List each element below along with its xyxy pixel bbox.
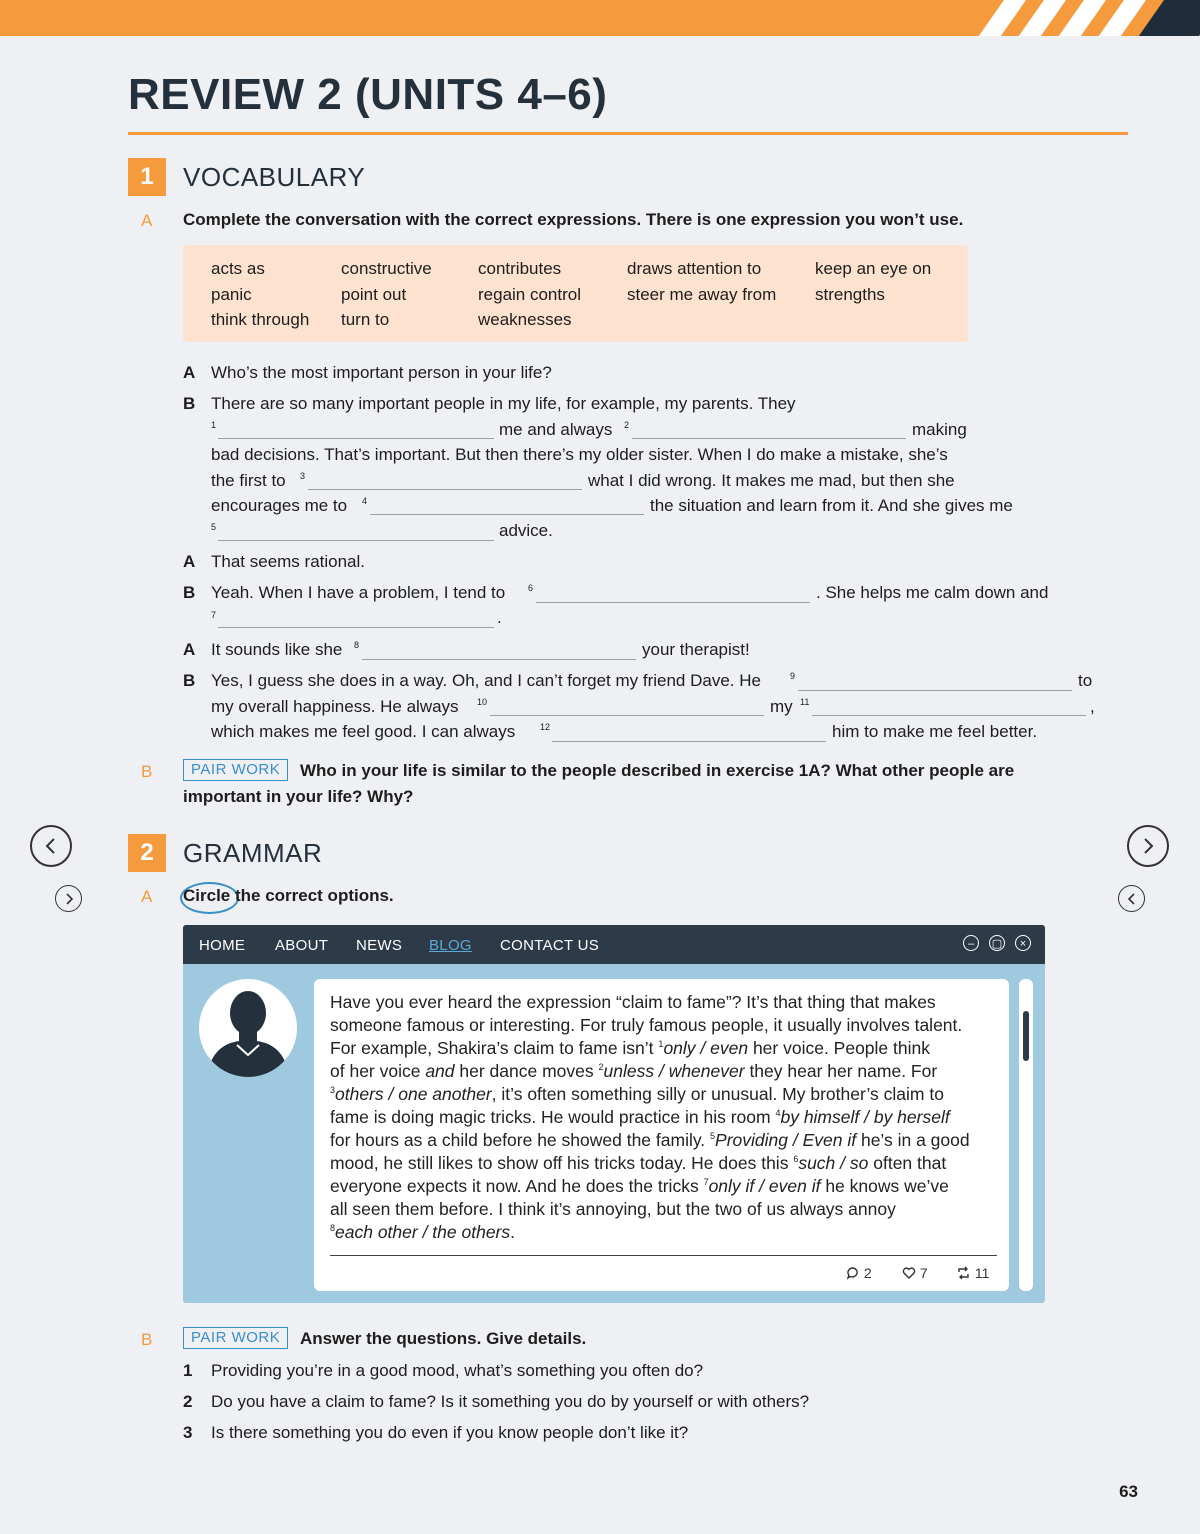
word: think through — [211, 310, 310, 329]
chevron-right-icon — [64, 893, 74, 905]
answer-blank[interactable] — [798, 690, 1072, 691]
conversation-line: the situation and learn from it. And she gives me — [650, 496, 1013, 515]
item-number: 1 — [658, 1039, 664, 1050]
item-number: 2 — [598, 1062, 604, 1073]
answer-blank[interactable] — [536, 602, 810, 603]
word: steer me away from — [627, 285, 777, 304]
conversation-line: my — [770, 697, 793, 716]
nav-home[interactable]: HOME — [199, 937, 246, 954]
conversation-line: Yeah. When I have a problem, I tend to — [211, 583, 506, 602]
blog-browser-window — [183, 925, 1045, 1303]
conversation-line: . — [497, 608, 502, 627]
post-line — [330, 1107, 950, 1128]
conversation-line: It sounds like she — [211, 640, 343, 659]
post-text: he knows we’ve — [820, 1176, 949, 1196]
question-text: Providing you’re in a good mood, what’s something you often do? — [211, 1361, 704, 1380]
conversation-line: to — [1078, 671, 1093, 690]
likes-stat[interactable] — [902, 1265, 928, 1281]
post-divider — [330, 1255, 997, 1256]
word: weaknesses — [478, 310, 572, 329]
blank-number: 7 — [211, 610, 217, 620]
question-text: Is there something you do even if you know people don’t like it? — [211, 1423, 689, 1442]
speaker-label: B — [183, 394, 196, 413]
post-line — [330, 1176, 949, 1197]
exercise-1b-letter: B — [141, 762, 153, 781]
blank-number: 9 — [790, 671, 796, 681]
chevron-left-icon — [44, 837, 58, 855]
option-pair[interactable]: only if / even if — [708, 1176, 821, 1196]
speaker-label: B — [183, 671, 196, 690]
minimize-icon[interactable]: – — [963, 935, 979, 951]
conversation-line: Yes, I guess she does in a way. Oh, and I can’t forget my friend Dave. He — [211, 671, 761, 690]
exercise-2b-letter: B — [141, 1330, 153, 1349]
comments-stat[interactable] — [846, 1265, 872, 1281]
answer-blank[interactable] — [632, 438, 906, 439]
conversation-line: That seems rational. — [211, 552, 366, 571]
close-icon[interactable]: × — [1015, 935, 1031, 951]
option-pair[interactable]: others / one another — [335, 1084, 492, 1104]
post-line — [330, 1061, 937, 1082]
blank-number: 3 — [300, 471, 306, 481]
word: turn to — [341, 310, 390, 329]
post-line: all seen them before. I think it’s annoying, but the two of us always annoy — [330, 1199, 896, 1219]
item-number: 3 — [330, 1085, 336, 1096]
question-number: 1 — [183, 1361, 193, 1380]
conversation-line: making — [912, 420, 967, 439]
title-rule — [128, 132, 1128, 135]
word: constructive — [341, 259, 432, 278]
exercise-2b-instruction: Answer the questions. Give details. — [300, 1329, 587, 1348]
blank-number: 4 — [362, 496, 368, 506]
word: strengths — [815, 285, 885, 304]
page-number: 63 — [1119, 1482, 1138, 1501]
nav-blog[interactable]: BLOG — [429, 937, 472, 954]
answer-blank[interactable] — [218, 627, 494, 628]
chevron-right-icon — [1141, 837, 1155, 855]
post-line — [330, 1153, 946, 1174]
post-text: . — [510, 1222, 516, 1242]
option-pair[interactable]: such / so — [798, 1153, 869, 1173]
shares-count: 11 — [974, 1265, 990, 1281]
comments-count: 2 — [863, 1265, 872, 1281]
answer-blank[interactable] — [218, 438, 494, 439]
exercise-2a-instruction — [183, 886, 394, 906]
post-text: often that — [868, 1153, 947, 1173]
post-text: they hear her name. For — [744, 1061, 938, 1081]
nav-about[interactable]: ABOUT — [275, 937, 329, 954]
item-number: 4 — [775, 1108, 781, 1119]
post-line — [330, 1038, 930, 1059]
post-text: her voice. People think — [748, 1038, 930, 1058]
post-text: For example, Shakira’s claim to fame isn’t — [330, 1038, 659, 1058]
post-line — [330, 1222, 515, 1243]
option-pair[interactable]: only / even — [663, 1038, 749, 1058]
post-line: Have you ever heard the expression “claim to fame”? It’s that thing that makes — [330, 992, 936, 1012]
emphasis-word: and — [425, 1061, 455, 1081]
exercise-1a-instruction: Complete the conversation with the correct expressions. There is one expression you won’t use. — [183, 210, 964, 229]
exercise-1b-instruction-cont: important in your life? Why? — [183, 787, 414, 806]
chevron-left-icon — [1127, 893, 1137, 905]
nav-news[interactable]: NEWS — [356, 937, 403, 954]
conversation-line: him to make me feel better. — [832, 722, 1038, 741]
blank-number: 2 — [624, 420, 630, 430]
option-pair[interactable]: Providing / Even if — [715, 1130, 857, 1150]
post-text: everyone expects it now. And he does the tricks — [330, 1176, 704, 1196]
likes-count: 7 — [919, 1265, 928, 1281]
exercise-1a-letter: A — [141, 211, 153, 230]
post-text: he’s in a good — [856, 1130, 970, 1150]
conversation-line: , — [1090, 697, 1095, 716]
avatar — [199, 979, 297, 1077]
next-page-small-button[interactable] — [55, 885, 82, 912]
answer-blank[interactable] — [370, 514, 644, 515]
question-number: 2 — [183, 1392, 193, 1411]
prev-page-small-button[interactable] — [1118, 885, 1145, 912]
next-page-button[interactable] — [1127, 825, 1169, 867]
word: draws attention to — [627, 259, 762, 278]
page-title: REVIEW 2 (UNITS 4–6) — [128, 70, 608, 119]
option-pair[interactable]: unless / whenever — [603, 1061, 745, 1081]
post-line: someone famous or interesting. For truly famous people, it usually involves talent. — [330, 1015, 963, 1035]
shares-stat[interactable] — [956, 1265, 989, 1281]
comment-icon — [846, 1266, 860, 1280]
nav-contact-us[interactable]: CONTACT US — [500, 937, 600, 954]
pair-work-badge: PAIR WORK — [183, 759, 288, 781]
question-text: Do you have a claim to fame? Is it something you do by yourself or with others? — [211, 1392, 810, 1411]
word: regain control — [478, 285, 582, 304]
blank-number: 6 — [528, 583, 534, 593]
post-line — [330, 1130, 970, 1151]
conversation-line: There are so many important people in my life, for example, my parents. They — [211, 394, 796, 413]
post-text: her dance moves — [454, 1061, 599, 1081]
user-silhouette-icon — [199, 979, 297, 1077]
conversation-line: which makes me feel good. I can always — [211, 722, 516, 741]
post-text: of her voice — [330, 1061, 426, 1081]
prev-page-button[interactable] — [30, 825, 72, 867]
conversation-line: what I did wrong. It makes me mad, but then she — [588, 471, 955, 490]
exercise-1b-instruction: Who in your life is similar to the people described in exercise 1A? What other people are — [300, 761, 1015, 780]
heart-icon — [902, 1266, 916, 1280]
speaker-label: A — [183, 363, 196, 382]
item-number: 6 — [793, 1154, 799, 1165]
word: panic — [211, 285, 252, 304]
answer-blank[interactable] — [362, 659, 636, 660]
item-number: 7 — [703, 1177, 709, 1188]
section-1-number: 1 — [128, 158, 166, 196]
item-number: 8 — [330, 1223, 336, 1234]
word: keep an eye on — [815, 259, 932, 278]
top-banner — [0, 0, 1200, 36]
section-2-number: 2 — [128, 834, 166, 872]
answer-blank[interactable] — [552, 741, 826, 742]
conversation-line: advice. — [499, 521, 553, 540]
conversation-line: encourages me to — [211, 496, 348, 515]
answer-blank[interactable] — [812, 715, 1086, 716]
conversation-line: my overall happiness. He always — [211, 697, 459, 716]
blank-number: 11 — [800, 697, 810, 707]
post-text: mood, he still likes to show off his tricks today. He does this — [330, 1153, 794, 1173]
repost-icon — [956, 1266, 971, 1280]
conversation-line: your therapist! — [642, 640, 750, 659]
speaker-label: B — [183, 583, 196, 602]
blank-number: 10 — [477, 697, 488, 707]
word: contributes — [478, 259, 562, 278]
word-box — [183, 245, 968, 342]
scrollbar-thumb[interactable] — [1023, 1011, 1029, 1061]
item-number: 5 — [710, 1131, 716, 1142]
blank-number: 12 — [540, 722, 551, 732]
post-text: for hours as a child before he showed the family. — [330, 1130, 711, 1150]
word: acts as — [211, 259, 265, 278]
section-1-title: VOCABULARY — [183, 162, 366, 192]
browser-nav-bar — [183, 925, 1045, 964]
instruction-circled-word: Circle — [183, 886, 231, 905]
scrollbar[interactable] — [1019, 979, 1033, 1291]
exercise-2a-letter: A — [141, 887, 153, 906]
blog-post — [314, 979, 1009, 1291]
speaker-label: A — [183, 552, 196, 571]
maximize-icon[interactable]: ▢ — [989, 935, 1005, 951]
blank-number: 1 — [211, 420, 217, 430]
instruction-rest: the correct options. — [230, 886, 394, 905]
option-pair[interactable]: by himself / by herself — [780, 1107, 950, 1127]
answer-blank[interactable] — [308, 489, 582, 490]
blank-number: 5 — [211, 522, 217, 532]
blank-number: 8 — [354, 640, 360, 650]
word: point out — [341, 285, 407, 304]
section-2-title: GRAMMAR — [183, 838, 323, 868]
conversation-line: . She helps me calm down and — [816, 583, 1049, 602]
answer-blank[interactable] — [218, 540, 494, 541]
post-text: , it’s often something silly or unusual. My brother’s claim to — [491, 1084, 944, 1104]
conversation-line: the first to — [211, 471, 286, 490]
conversation-line: bad decisions. That’s important. But then there’s my older sister. When I do make a mistake, she’s — [211, 445, 948, 464]
option-pair[interactable]: each other / the others — [335, 1222, 511, 1242]
post-text: fame is doing magic tricks. He would practice in his room — [330, 1107, 776, 1127]
question-number: 3 — [183, 1423, 193, 1442]
conversation-line: Who’s the most important person in your life? — [211, 363, 552, 382]
answer-blank[interactable] — [490, 715, 764, 716]
conversation-line: me and always — [499, 420, 613, 439]
post-line — [330, 1084, 944, 1105]
speaker-label: A — [183, 640, 196, 659]
pair-work-badge: PAIR WORK — [183, 1327, 288, 1349]
